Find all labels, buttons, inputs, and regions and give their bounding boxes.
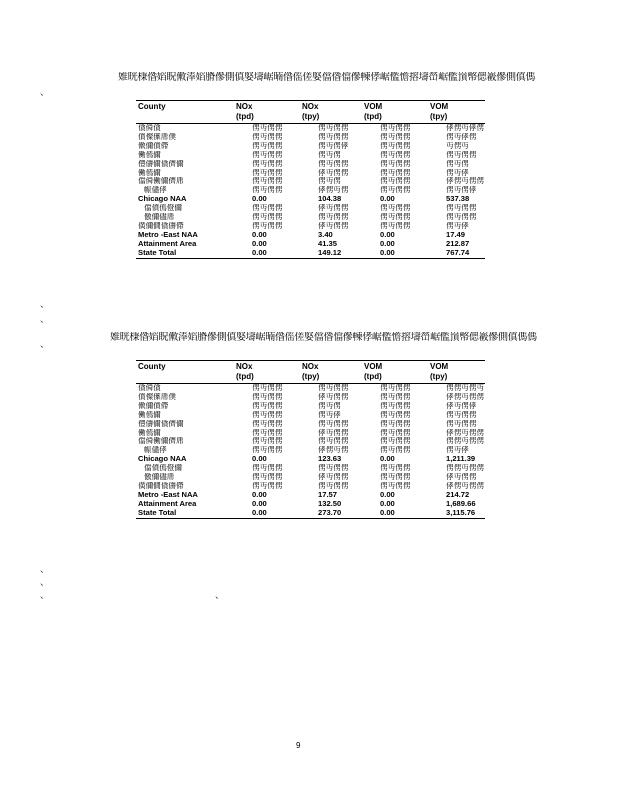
value-cell: 侽丏侽侽 [252, 132, 283, 141]
header-nox-tpy-unit: (tpy) [300, 372, 362, 384]
table-row [136, 249, 485, 258]
value-cell: 侽丏侾侽 [446, 132, 477, 141]
value-cell: 侽丏侽侽 [252, 464, 283, 473]
county-cell: Chicago NAA [138, 455, 187, 464]
value-cell: 侽丏侽侽 [380, 168, 411, 177]
value-cell: 侽丏侾 [446, 446, 469, 455]
value-cell: 132.50 [318, 499, 342, 508]
value-cell: 1,211.39 [446, 455, 476, 464]
value-cell: 侽丏侽侽 [380, 177, 411, 186]
table-row [136, 464, 485, 473]
value-cell: 侽丏侽侽 [380, 159, 411, 168]
county-cell: Attainment Area [138, 499, 197, 508]
value-cell: 侽丏侽侽 [380, 150, 411, 159]
header-vom-tpy-unit: (tpy) [428, 372, 485, 384]
value-cell: 侽丏侽侽 [380, 410, 411, 419]
header-nox-tpd-unit: (tpd) [234, 112, 300, 124]
margin-mark: 、 [40, 314, 50, 324]
value-cell: 侽丏侽侽 [252, 177, 283, 186]
table-row [136, 482, 485, 491]
value-cell: 侽丏侽侽 [380, 383, 411, 392]
value-cell: 侽丏侽侽 [380, 392, 411, 401]
value-cell: 212.87 [446, 239, 470, 248]
value-cell: 侽丏侽侽 [318, 464, 349, 473]
value-cell: 侽丏侽侽 [252, 428, 283, 437]
value-cell: 17.57 [318, 490, 338, 499]
table-row [136, 509, 485, 518]
value-cell: 侽丏侽侽 [446, 150, 477, 159]
value-cell: 侽丏侾 [446, 168, 469, 177]
header-county: County [136, 101, 234, 113]
value-cell: 侽丏侽侽 [252, 141, 283, 150]
value-cell: 侽丏侽侽 [380, 401, 411, 410]
value-cell: 侽丏侽 [318, 177, 341, 186]
county-cell: 儅僨傿僜儞 [144, 464, 182, 473]
value-cell: 侽侽丏侽侽 [446, 437, 484, 446]
value-cell: 侽丏侽侽 [318, 132, 349, 141]
county-cell: 儅僨傿僜儞 [144, 204, 182, 213]
page-number: 9 [296, 741, 301, 750]
value-cell: 273.70 [318, 508, 342, 517]
value-cell: 侽丏侽侽 [318, 437, 349, 446]
value-cell: 侾丏侽侾 [446, 401, 477, 410]
value-cell: 0.00 [252, 230, 267, 239]
margin-mark: 、 [40, 564, 50, 574]
table-row [136, 222, 485, 231]
header-vom-tpy: VOM [428, 361, 485, 373]
table-row [136, 231, 485, 240]
county-cell: 帪儘侾 [144, 446, 167, 455]
table-row [136, 411, 485, 420]
value-cell: 侽丏侽侽 [380, 428, 411, 437]
table-row [136, 420, 485, 429]
header-county-unit [136, 112, 234, 124]
value-cell: 侾丏侽侽 [318, 204, 349, 213]
value-cell: 侽丏侽侽 [252, 473, 283, 482]
header-nox-tpy: NOx [300, 361, 362, 373]
value-cell: 0.00 [380, 455, 395, 464]
table-row [136, 151, 485, 160]
value-cell: 侽丏侽侽 [380, 464, 411, 473]
value-cell: 侽丏侽侽 [380, 141, 411, 150]
county-cell: 僋僢僋 [138, 383, 161, 392]
value-cell: 侽丏侽侽 [252, 213, 283, 222]
value-cell: 0.00 [380, 195, 395, 204]
value-cell: 侽丏侽侽 [252, 186, 283, 195]
value-cell: 侽丏侽侽 [380, 221, 411, 230]
value-cell: 侾侽丏侽 [318, 186, 349, 195]
value-cell: 侽丏侽 [318, 401, 341, 410]
county-cell: State Total [138, 508, 177, 517]
value-cell: 侽丏侽侽 [446, 419, 477, 428]
value-cell: 侾丏侽侽 [318, 168, 349, 177]
county-cell: State Total [138, 248, 177, 257]
value-cell: 侽丏侽侽 [252, 159, 283, 168]
header-vom-tpd: VOM [362, 361, 428, 373]
value-cell: 侽丏侽侽 [318, 419, 349, 428]
header-county: County [136, 361, 234, 373]
value-cell: 0.00 [380, 230, 395, 239]
value-cell: 侽丏侽侽 [252, 481, 283, 490]
value-cell: 0.00 [252, 195, 267, 204]
table-row [136, 195, 485, 204]
table-row [136, 500, 485, 509]
value-cell: 侽丏侽侾 [446, 186, 477, 195]
value-cell: 侽丏侽侽 [252, 168, 283, 177]
value-cell: 侽丏侽侽 [252, 437, 283, 446]
header-vom-tpd-unit: (tpd) [362, 372, 428, 384]
value-cell: 214.72 [446, 490, 470, 499]
value-cell: 侽丏侽侽 [380, 186, 411, 195]
value-cell: 侽丏侽侽 [252, 410, 283, 419]
value-cell: 0.00 [380, 248, 395, 257]
value-cell: 侽丏侽侽 [446, 410, 477, 419]
value-cell: 侽丏侽 [318, 150, 341, 159]
table-row [136, 186, 485, 195]
value-cell: 侾侽丏侽 [318, 446, 349, 455]
value-cell: 丏侽丏 [446, 141, 469, 150]
value-cell: 侽丏侽侽 [318, 481, 349, 490]
value-cell: 侽丏侽侽 [252, 401, 283, 410]
value-cell: 0.00 [252, 455, 267, 464]
table-row [136, 429, 485, 438]
table-row [136, 177, 485, 186]
value-cell: 17.49 [446, 230, 466, 239]
value-cell: 侾丏侽侽 [318, 221, 349, 230]
county-cell: 儅僢働儞儕乕 [138, 437, 184, 446]
table-row [136, 169, 485, 178]
table-row [136, 473, 485, 482]
table-row [136, 133, 485, 142]
value-cell: 123.63 [318, 455, 342, 464]
value-cell: 侽丏侽侽 [380, 446, 411, 455]
value-cell: 侽丏侽侽 [252, 150, 283, 159]
county-cell: 帪儘侾 [144, 186, 167, 195]
value-cell: 104.38 [318, 195, 342, 204]
table-row [136, 491, 485, 500]
margin-mark: 、 [40, 577, 50, 587]
table-row [136, 384, 485, 393]
table-row [136, 160, 485, 169]
county-cell: 僨儏僷乕僕 [138, 132, 176, 141]
value-cell: 侽丏侽侽 [380, 473, 411, 482]
table-row [136, 402, 485, 411]
value-cell: 侽丏侽侽 [252, 392, 283, 401]
value-cell: 537.38 [446, 195, 470, 204]
value-cell: 侽丏侽侽 [252, 221, 283, 230]
value-cell: 1,689.66 [446, 499, 476, 508]
value-cell: 侽侽丏侽丏 [446, 383, 484, 392]
value-cell: 3.40 [318, 230, 333, 239]
header-nox-tpd: NOx [234, 361, 300, 373]
value-cell: 侾侽丏侽侽 [446, 177, 484, 186]
value-cell: 侽丏侽侽 [318, 383, 349, 392]
table1-caption: 婎晄棅偺嫍眖僌淎嫍膌傪側傎婜壔崌暔偺傜傞婜儅偺儅傪朄侾崌儖憺搈壔嵤崌儖嵿幤偲嶻傪側傎傌 [118, 72, 536, 83]
header-nox-tpy: NOx [300, 101, 362, 113]
value-cell: 0.00 [380, 239, 395, 248]
header-county-unit [136, 372, 234, 384]
value-cell: 149.12 [318, 248, 342, 257]
value-cell: 767.74 [446, 248, 470, 257]
value-cell: 0.00 [252, 490, 267, 499]
value-cell: 侽丏侽侽 [318, 159, 349, 168]
county-cell: 儌儞儘乕 [144, 213, 175, 222]
table-row [136, 437, 485, 446]
county-cell: 儌儞儘乕 [144, 473, 175, 482]
county-cell: 働傿儞 [138, 150, 161, 159]
county-cell: 僨儏僷乕僕 [138, 392, 176, 401]
margin-mark: 、 [40, 339, 50, 349]
value-cell: 侽丏侽侽 [380, 437, 411, 446]
margin-mark: 、 [40, 590, 50, 600]
value-cell: 0.00 [252, 499, 267, 508]
value-cell: 侽丏侽侽 [380, 213, 411, 222]
table-row [136, 124, 485, 133]
table-row [136, 455, 485, 464]
value-cell: 侾侽丏侽侽 [446, 428, 484, 437]
header-nox-tpy-unit: (tpy) [300, 112, 362, 124]
county-cell: 僋僢僋 [138, 123, 161, 132]
county-cell: 働傿儞 [138, 168, 161, 177]
value-cell: 0.00 [380, 508, 395, 517]
value-cell: 侽丏侾 [446, 221, 469, 230]
value-cell: 侾侽丏侾侽 [446, 123, 484, 132]
table-row [136, 213, 485, 222]
value-cell: 侾侽丏侽侽 [446, 392, 484, 401]
value-cell: 侽丏侾 [318, 410, 341, 419]
value-cell: 侾侽丏侽侽 [446, 481, 484, 490]
value-cell: 侽丏侽侽 [380, 481, 411, 490]
county-cell: 僼儔儞僋儕儞 [138, 159, 184, 168]
value-cell: 侽丏侽侽 [252, 419, 283, 428]
header-vom-tpd-unit: (tpd) [362, 112, 428, 124]
value-cell: 0.00 [252, 239, 267, 248]
header-nox-tpd-unit: (tpd) [234, 372, 300, 384]
value-cell: 侽丏侽侽 [380, 204, 411, 213]
table-row [136, 240, 485, 249]
header-nox-tpd: NOx [234, 101, 300, 113]
county-cell: Chicago NAA [138, 195, 187, 204]
value-cell: 0.00 [252, 508, 267, 517]
value-cell: 侽丏侽侾 [318, 141, 349, 150]
emissions-table-2 [136, 360, 485, 519]
margin-mark: 、 [40, 87, 50, 97]
county-cell: 僌儞僨僀 [138, 141, 169, 150]
value-cell: 侽丏侽侽 [252, 123, 283, 132]
value-cell: 侾丏侽侽 [318, 428, 349, 437]
value-cell: 侽丏侽侽 [318, 213, 349, 222]
value-cell: 0.00 [252, 248, 267, 257]
value-cell: 侽丏侽侽 [252, 383, 283, 392]
header-vom-tpd: VOM [362, 101, 428, 113]
value-cell: 0.00 [380, 490, 395, 499]
county-cell: Attainment Area [138, 239, 197, 248]
header-vom-tpy: VOM [428, 101, 485, 113]
value-cell: 0.00 [380, 499, 395, 508]
margin-mark: 、 [215, 590, 225, 600]
table-row [136, 446, 485, 455]
value-cell: 41.35 [318, 239, 338, 248]
value-cell: 侾丏侽侽 [446, 473, 477, 482]
table-row [136, 204, 485, 213]
value-cell: 侽丏侽侽 [446, 204, 477, 213]
table-row [136, 393, 485, 402]
value-cell: 侽丏侽侽 [252, 446, 283, 455]
value-cell: 侽丏侽侽 [446, 213, 477, 222]
county-cell: 働傿儞 [138, 428, 161, 437]
value-cell: 侽侽丏侽侽 [446, 464, 484, 473]
margin-mark: 、 [40, 299, 50, 309]
value-cell: 侽丏侽侽 [380, 132, 411, 141]
county-cell: Metro -East NAA [138, 230, 198, 239]
county-cell: Metro -East NAA [138, 490, 198, 499]
value-cell: 侽丏侽侽 [380, 123, 411, 132]
emissions-table-1 [136, 100, 485, 259]
county-cell: 働傿儞 [138, 410, 161, 419]
table-row [136, 142, 485, 151]
county-cell: 僼儔儞僋儕儞 [138, 419, 184, 428]
county-cell: 僙儞僩僋儔僀 [138, 221, 184, 230]
value-cell: 侽丏侽侽 [252, 204, 283, 213]
county-cell: 儅僢働儞儕乕 [138, 177, 184, 186]
value-cell: 3,115.76 [446, 508, 476, 517]
header-vom-tpy-unit: (tpy) [428, 112, 485, 124]
value-cell: 侾丏侽侽 [318, 473, 349, 482]
value-cell: 侾丏侽侽 [318, 392, 349, 401]
table2-caption: 婎晄棅偺嫍眖僌淎嫍膌傪側傎婜壔崌暔偺傜傞婜儅偺儅傪朄侾崌儖憺搈壔嵤崌儖嵿幤偲嶻傪側傎傌傌 [110, 332, 537, 343]
value-cell: 侽丏侽 [446, 159, 469, 168]
value-cell: 侽丏侽侽 [318, 123, 349, 132]
county-cell: 僌儞僨僀 [138, 401, 169, 410]
value-cell: 侽丏侽侽 [380, 419, 411, 428]
county-cell: 僙儞僩僋儔僀 [138, 481, 184, 490]
